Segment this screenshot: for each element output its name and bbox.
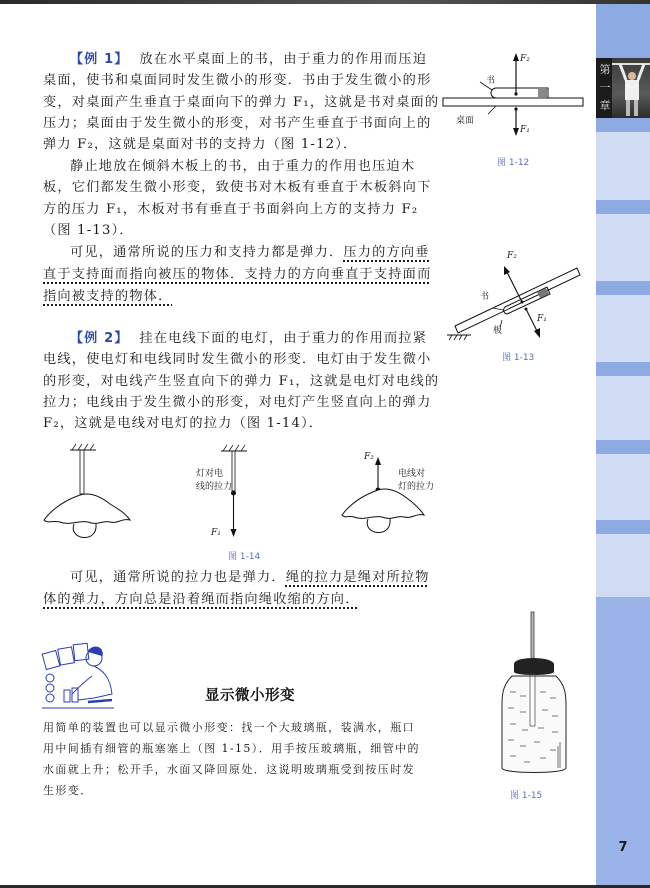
sidebar-band <box>596 520 650 534</box>
figure-1-15-caption: 图 1-15 <box>510 791 543 801</box>
page-number: 7 <box>618 840 628 855</box>
conclusion-2-emphasis: 绳的拉力是绳对所拉物体的弹力，方向总是沿着绳而指向绳收缩的方向． <box>43 570 430 607</box>
label-line: 灯对电 <box>196 469 224 479</box>
chapter-char: 章 <box>599 99 611 112</box>
sidebar-band <box>596 281 650 295</box>
example-2-label: 【例 2】 <box>70 331 129 346</box>
label-line: 灯的拉力 <box>398 482 435 492</box>
conclusion-1-emphasis: 压力的方向垂直于支持面而指向被压的物体．支持力的方向垂直于支持面而指向被支持的物体． <box>43 245 432 304</box>
chapter-char: 第 <box>599 63 611 76</box>
example-2-text: 挂在电线下面的电灯，由于重力的作用而拉紧电线，使电灯和电线同时发生微小的形变．电灯由于发生微小的形变，对电线产生竖直向下的弹力 F₁，这就是电灯对电线的拉力；电线由于发生微小的形变，对电灯产生竖直向上的弹力 F₂，这就是电线对电灯的拉力（图 1-14）． <box>43 331 440 432</box>
conclusion-1-lead: 可见，通常所说的压力和支持力都是弹力． <box>70 245 344 260</box>
lamp-on-wire-label <box>196 468 232 494</box>
board-label: 板 <box>493 326 503 336</box>
book-label: 书 <box>480 292 490 302</box>
example-1-label: 【例 1】 <box>70 52 129 67</box>
conclusion-2-lead: 可见，通常所说的拉力也是弹力． <box>70 570 286 585</box>
glass-bottle-diagram <box>500 612 570 777</box>
weightlifter-photo <box>612 58 650 118</box>
force-f2-label: F₂ <box>507 251 517 261</box>
page-top-edge <box>0 0 650 4</box>
book-on-incline-diagram <box>445 250 585 345</box>
label-line: 线的拉力 <box>196 482 233 492</box>
wire-on-lamp-label <box>398 468 434 494</box>
book-on-table-diagram <box>440 50 590 140</box>
figure-1-14-caption: 图 1-14 <box>228 552 261 562</box>
wire-force-diagram <box>215 445 265 545</box>
sidebar-band <box>596 118 650 132</box>
activity-paragraph <box>43 717 423 801</box>
force-f1-label: F₁ <box>520 125 530 135</box>
activity-text: 用简单的装置也可以显示微小形变：找一个大玻璃瓶，装满水，瓶口用中间插有细管的瓶塞塞上（图 1-15）．用手按压玻璃瓶，细管中的水面就上升；松开手，水面又降回原处．这说明玻璃瓶受到按压时发生形变． <box>43 721 420 797</box>
weightlifter-icon <box>612 58 650 118</box>
figure-1-12-caption: 图 1-12 <box>497 158 530 168</box>
example-2-paragraph <box>43 328 441 434</box>
sidebar-band <box>596 440 650 454</box>
conclusion-1-paragraph <box>43 242 441 308</box>
force-f2-label: F₂ <box>364 452 374 462</box>
chapter-char: 一 <box>599 81 611 94</box>
incline-text: 静止地放在倾斜木板上的书，由于重力的作用也压迫木板，它们都发生微小形变，致使书对木板有垂直于木板斜向下方的压力 F₁，木板对书有垂直于书面斜向上方的支持力 F₂（图 1-13）． <box>43 159 432 238</box>
force-f1-label: F₁ <box>537 314 547 324</box>
sidebar-band <box>596 200 650 214</box>
conclusion-2-paragraph <box>43 567 441 611</box>
chapter-sidebar <box>596 4 650 885</box>
chapter-tab <box>596 58 650 118</box>
chapter-tab-label <box>599 61 611 115</box>
hanging-lamp-drawing <box>40 440 140 550</box>
label-line: 电线对 <box>398 469 426 479</box>
example-1-paragraph <box>43 49 441 155</box>
try-it-illustration <box>42 642 122 710</box>
sidebar-top-block <box>596 4 650 58</box>
force-f1-label: F₁ <box>211 528 221 538</box>
sidebar-band <box>596 362 650 376</box>
force-f2-label: F₂ <box>520 54 530 64</box>
activity-title: 显示微小形变 <box>205 688 295 704</box>
incline-paragraph <box>43 156 441 241</box>
figure-1-13-caption: 图 1-13 <box>502 353 535 363</box>
book-label: 书 <box>486 76 496 86</box>
example-1-text: 放在水平桌面上的书，由于重力的作用而压迫桌面，使书和桌面同时发生微小的形变．书由于发生微小的形变，对桌面产生垂直于桌面向下的弹力 F₁，这就是书对桌面的压力；桌面由于发生微小的形变，对书产生垂直于书面向上的弹力 F₂，这就是桌面对书的支持力（图 1-12）． <box>43 52 440 153</box>
table-label: 桌面 <box>456 116 475 126</box>
